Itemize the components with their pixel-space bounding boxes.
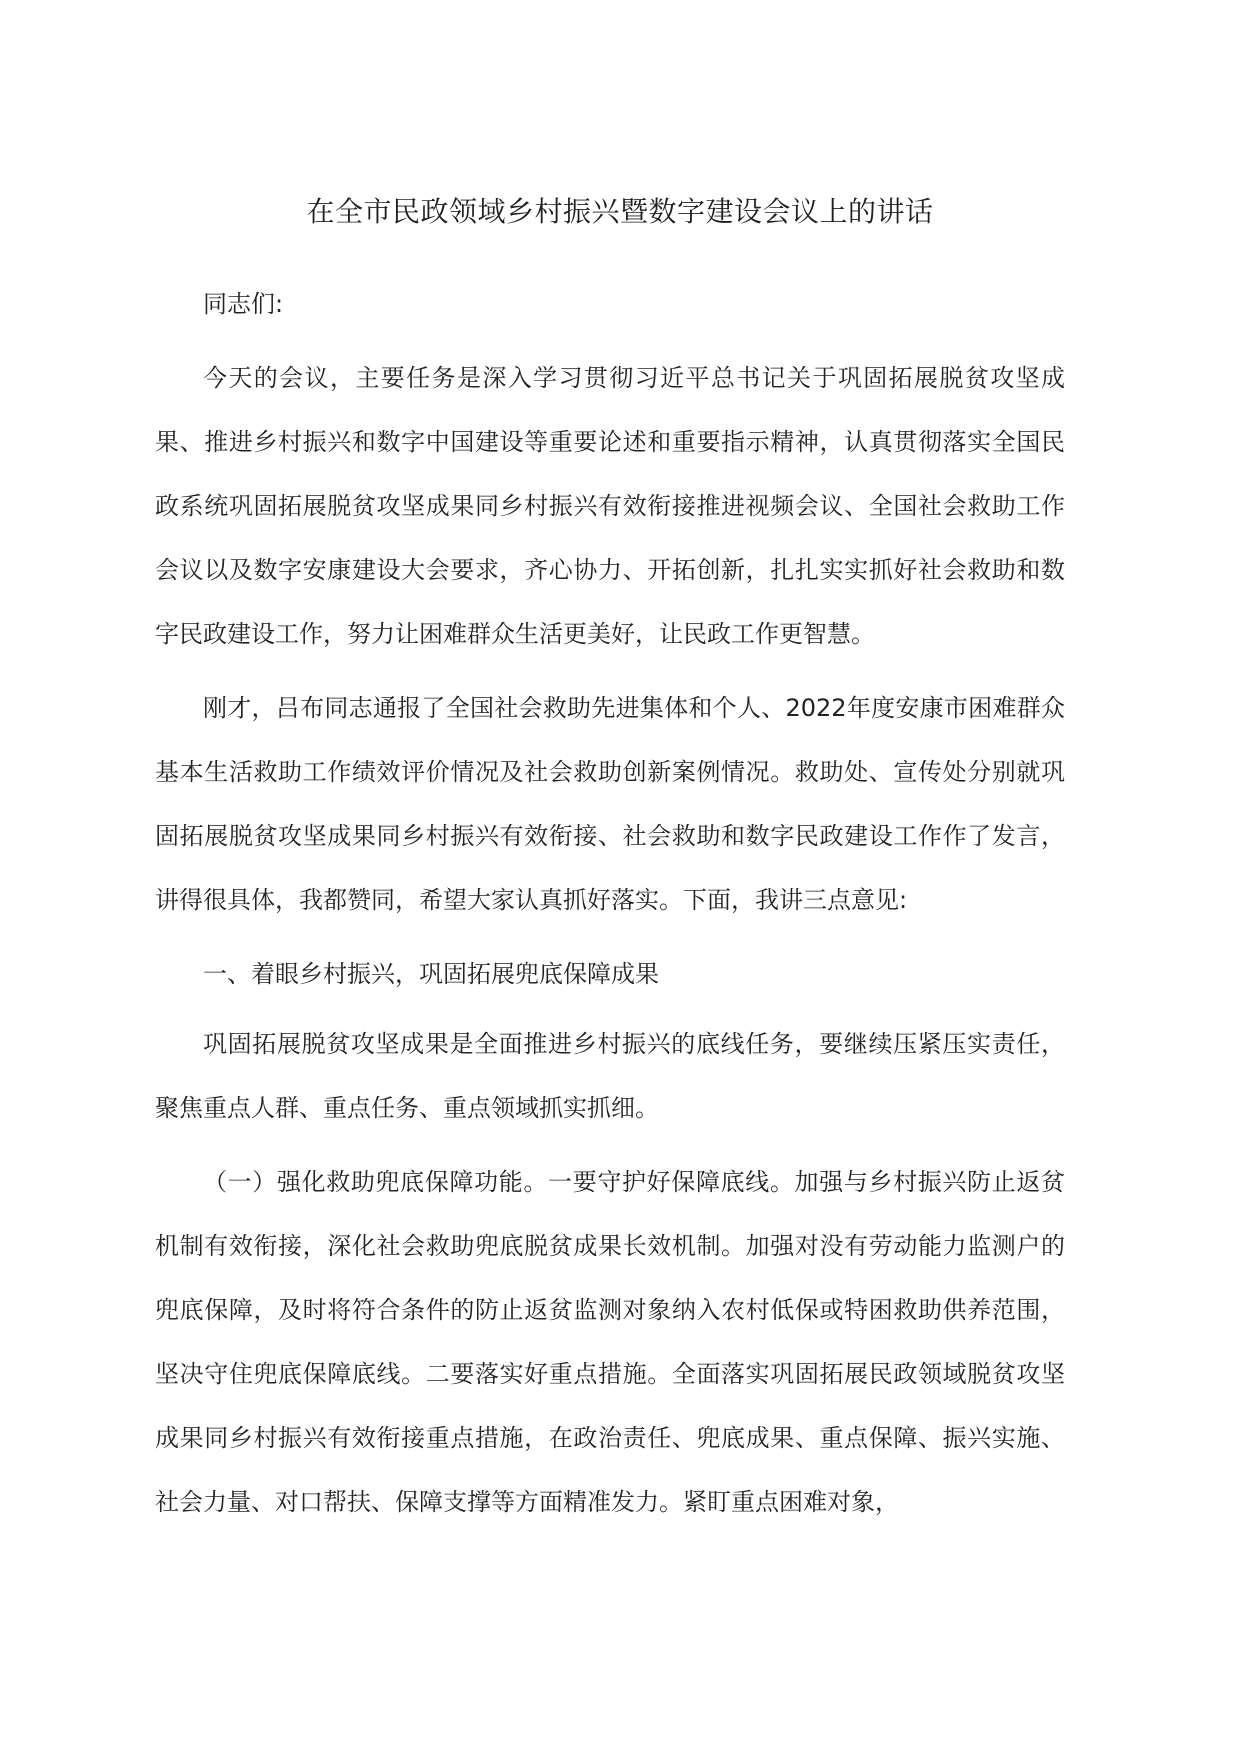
- section-heading-1: 一、着眼乡村振兴，巩固拓展兜底保障成果: [203, 960, 659, 988]
- paragraph-section-1-intro: 巩固拓展脱贫攻坚成果是全面推进乡村振兴的底线任务，要继续压紧压实责任，聚焦重点人群、重点任务、重点领域抓实抓细。: [155, 1030, 1065, 1122]
- paragraph-subsection-1: （一）强化救助兜底保障功能。一要守护好保障底线。加强与乡村振兴防止返贫机制有效衔接，深化社会救助兜底脱贫成果长效机制。加强对没有劳动能力监测户的兜底保障，及时将符合条件的防止返贫监测对象纳入农村低保或特困救助供养范围，坚决守住兜底保障底线。二要落实好重点措施。全面落实巩固拓展民政领域脱贫攻坚成果同乡村振兴有效衔接重点措施，在政治责任、兜底成果、重点保障、振兴实施、社会力量、对口帮扶、保障支撑等方面精准发力。紧盯重点困难对象，: [155, 1168, 1065, 1516]
- document-title: 在全市民政领域乡村振兴暨数字建设会议上的讲话: [306, 195, 934, 228]
- document-body: [155, 272, 1065, 1534]
- paragraph-report: 刚才，吕布同志通报了全国社会救助先进集体和个人、2022年度安康市困难群众基本生活救助工作绩效评价情况及社会救助创新案例情况。救助处、宣传处分别就巩固拓展脱贫攻坚成果同乡村振兴有效衔接、社会救助和数字民政建设工作作了发言，讲得很具体，我都赞同，希望大家认真抓好落实。下面，我讲三点意见:: [155, 694, 1065, 914]
- salutation: 同志们:: [203, 290, 284, 318]
- paragraph-intro: 今天的会议，主要任务是深入学习贯彻习近平总书记关于巩固拓展脱贫攻坚成果、推进乡村振兴和数字中国建设等重要论述和重要指示精神，认真贯彻落实全国民政系统巩固拓展脱贫攻坚成果同乡村振兴有效衔接推进视频会议、全国社会救助工作会议以及数字安康建设大会要求，齐心协力、开拓创新，扎扎实实抓好社会救助和数字民政建设工作，努力让困难群众生活更美好，让民政工作更智慧。: [155, 364, 1065, 648]
